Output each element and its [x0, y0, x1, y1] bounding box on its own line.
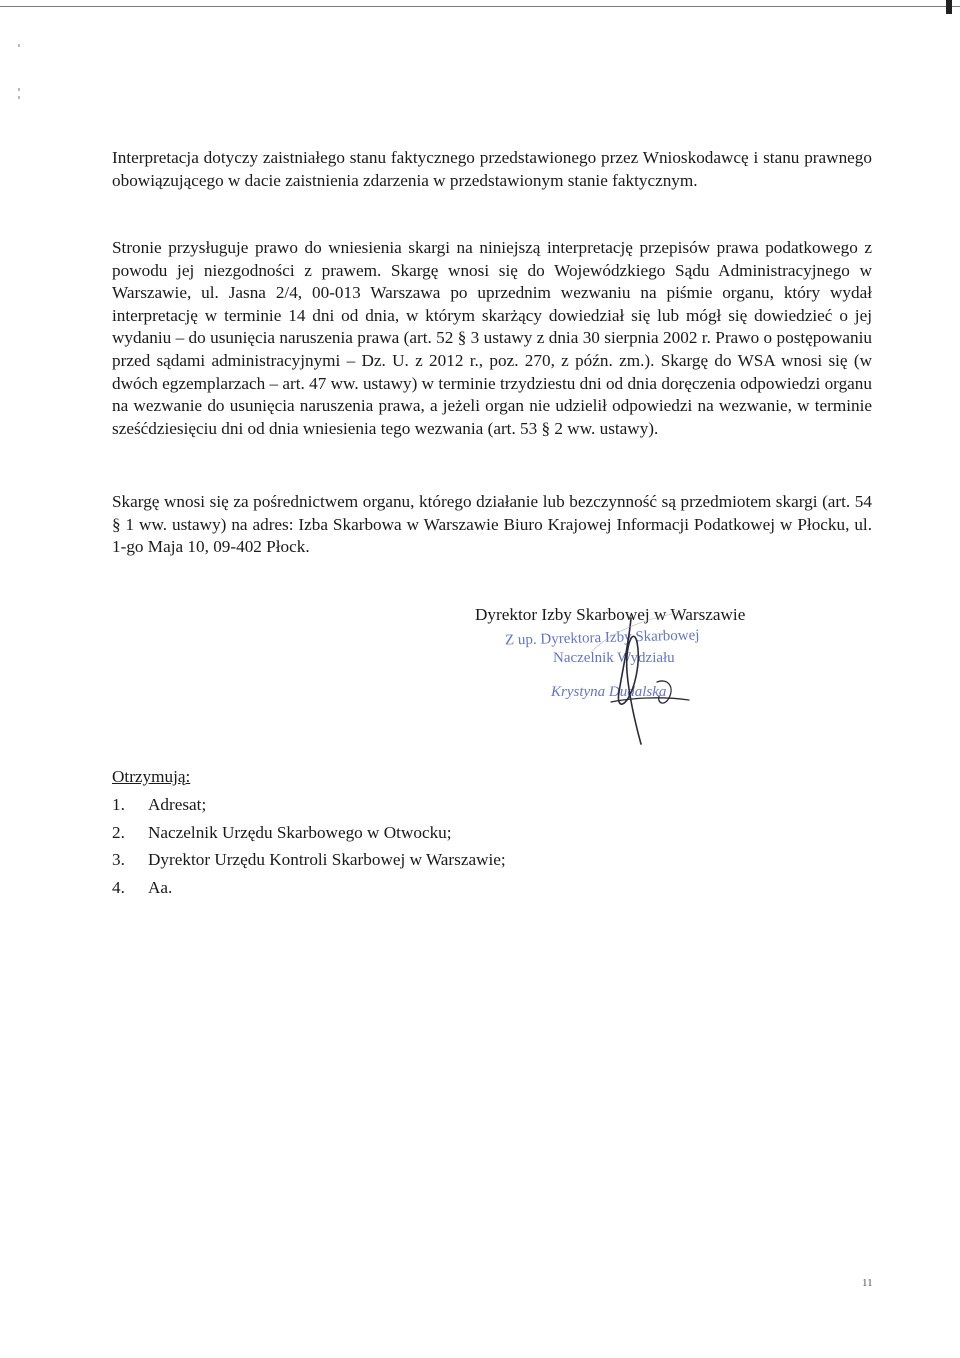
scan-speck: [18, 88, 20, 91]
recipient-name: Adresat;: [148, 795, 207, 814]
stamp-position-line: Naczelnik Wydziału: [553, 650, 675, 666]
page-number: 11: [862, 1277, 873, 1289]
handwritten-signature: [571, 612, 721, 752]
list-number: 4.: [112, 877, 125, 897]
recipient-name: Dyrektor Urzędu Kontroli Skarbowej w Warszawie;: [148, 850, 506, 870]
list-item: [112, 794, 506, 816]
paragraph-right-to-complaint: Stronie przysługuje prawo do wniesienia skargi na niniejszą interpretację przepisów prawa podatkowego z powodu jej niezgodności z prawem. Skargę wnosi się do Wojewódzkiego Sądu Administracyjnego w Warszawie, ul. Jasna 2/4, 00-013 Warszawa po uprzednim wezwaniu na piśmie organu, który wydał interpretację w terminie 14 dni od dnia, w którym skarżący dowiedział się lub mógł się dowiedzieć o jej wydaniu – do usunięcia naruszenia prawa (art. 52 § 3 ustawy z dnia 30 sierpnia 2002 r. Prawo o postępowaniu przed sądami administracyjnymi – Dz. U. z 2012 r., poz. 270, z późn. zm.). Skargę do WSA wnosi się (w dwóch egzemplarzach – art. 47 ww. ustawy) w terminie trzydziestu dni od dnia doręczenia odpowiedzi organu na wezwanie do usunięcia naruszenia prawa, a jeżeli organ nie udzielił odpowiedzi na wezwanie, w terminie sześćdziesięciu dni od dnia wniesienia tego wezwania (art. 53 § 2 ww. ustawy).: [112, 238, 872, 438]
recipients-title: Otrzymują:: [112, 767, 191, 786]
list-item: [112, 822, 506, 844]
signature-block: [475, 604, 835, 744]
list-number: 1.: [112, 795, 125, 814]
top-edge-line: [0, 6, 960, 7]
recipients-list: [112, 794, 506, 899]
list-item: [112, 849, 506, 871]
stamp-name-line: Krystyna Dudalska: [551, 684, 667, 700]
list-item: [112, 877, 506, 899]
recipients-section: [112, 766, 506, 904]
paragraph-interpretation-scope: Interpretacja dotyczy zaistniałego stanu faktycznego przedstawionego przez Wnioskodawcę i stanu prawnego obowiązującego w dacie zaistnienia zdarzenia w przedstawionym stanie faktycznym.: [112, 148, 872, 190]
signatory-title: Dyrektor Izby Skarbowej w Warszawie: [475, 605, 746, 624]
scan-speck: [18, 44, 20, 47]
scan-speck: [18, 96, 20, 99]
list-number: 3.: [112, 850, 125, 870]
paragraph-complaint-address: Skargę wnosi się za pośrednictwem organu, którego działanie lub bezczynność są przedmiotem skargi (art. 54 § 1 ww. ustawy) na adres: Izba Skarbowa w Warszawie Biuro Krajowej Informacji Podatkowej w Płocku, ul. 1-go Maja 10, 09-402 Płock.: [112, 492, 872, 557]
list-number: 2.: [112, 822, 125, 842]
recipient-name: Naczelnik Urzędu Skarbowego w Otwocku;: [148, 822, 452, 842]
recipient-name: Aa.: [148, 877, 173, 897]
stamp-authorization-line: Z up. Dyrektora Izby Skarbowej: [504, 627, 700, 649]
corner-mark: [946, 0, 952, 14]
